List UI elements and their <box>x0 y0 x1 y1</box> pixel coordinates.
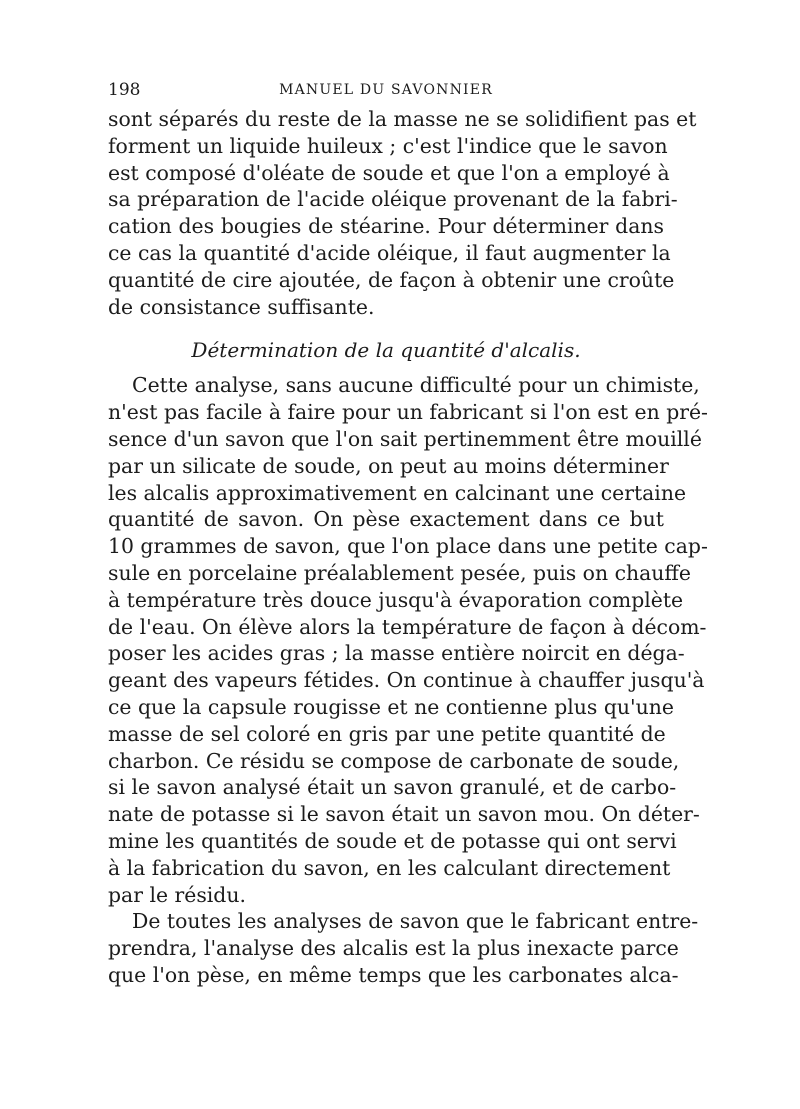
text-line: 10 grammes de savon, que l'on place dans une petite cap- <box>108 534 708 559</box>
text-line: charbon. Ce résidu se compose de carbonate de soude, <box>108 748 680 773</box>
text-line: ce que la capsule rougisse et ne contienne plus qu'une <box>108 694 674 719</box>
text-line: à la fabrication du savon, en les calculant directement <box>108 855 671 880</box>
text-line: à température très douce jusqu'à évaporation complète <box>108 587 684 612</box>
section-heading: Détermination de la quantité d'alcalis. <box>191 338 581 363</box>
text-line: prendra, l'analyse des alcalis est la plus inexacte parce <box>108 936 679 961</box>
text-line: masse de sel coloré en gris par une petite quantité de <box>108 721 666 746</box>
text-line: sa préparation de l'acide oléique provenant de la fabri- <box>108 187 678 212</box>
text-line: que l'on pèse, en même temps que les carbonates alca- <box>108 962 679 987</box>
paragraph-3 <box>108 908 699 988</box>
text-line: ce cas la quantité d'acide oléique, il faut augmenter la <box>108 240 671 265</box>
text-line: forment un liquide huileux ; c'est l'indice que le savon <box>108 133 668 158</box>
running-title: MANUEL DU SAVONNIER <box>279 82 493 98</box>
text-line: nate de potasse si le savon était un savon mou. On déter- <box>108 802 700 827</box>
text-line: Cette analyse, sans aucune difficulté pour un chimiste, <box>132 373 700 398</box>
text-line: sule en porcelaine préalablement pesée, puis on chauffe <box>108 560 691 585</box>
text-line: geant des vapeurs fétides. On continue à chauffer jusqu'à <box>108 668 705 693</box>
text-line: mine les quantités de soude et de potasse qui ont servi <box>108 828 677 853</box>
text-line: sence d'un savon que l'on sait pertinemment être mouillé <box>108 426 702 451</box>
paragraph-2 <box>108 372 708 908</box>
text-line: n'est pas facile à faire pour un fabricant si l'on est en pré- <box>108 400 708 425</box>
text-line: par le résidu. <box>108 882 246 907</box>
text-line: par un silicate de soude, on peut au moins déterminer <box>108 453 669 478</box>
book-page <box>108 76 708 989</box>
text-line: cation des bougies de stéarine. Pour déterminer dans <box>108 214 664 239</box>
paragraph-1 <box>108 106 697 320</box>
text-line: de consistance suffisante. <box>108 294 375 319</box>
running-head <box>108 76 664 106</box>
text-line: si le savon analysé était un savon granulé, et de carbo- <box>108 775 677 800</box>
text-line: les alcalis approximativement en calcinant une certaine <box>108 480 687 505</box>
text-line: poser les acides gras ; la masse entière noircit en déga- <box>108 641 685 666</box>
text-line: de l'eau. On élève alors la température de façon à décom- <box>108 614 707 639</box>
text-line: sont séparés du reste de la masse ne se solidifient pas et <box>108 107 697 131</box>
text-line: quantité de savon. On pèse exactement dans ce but <box>108 507 664 532</box>
page-number: 198 <box>108 80 141 100</box>
text-line: De toutes les analyses de savon que le fabricant entre- <box>132 909 699 934</box>
text-line: quantité de cire ajoutée, de façon à obtenir une croûte <box>108 267 675 292</box>
text-line: est composé d'oléate de soude et que l'on a employé à <box>108 160 670 185</box>
